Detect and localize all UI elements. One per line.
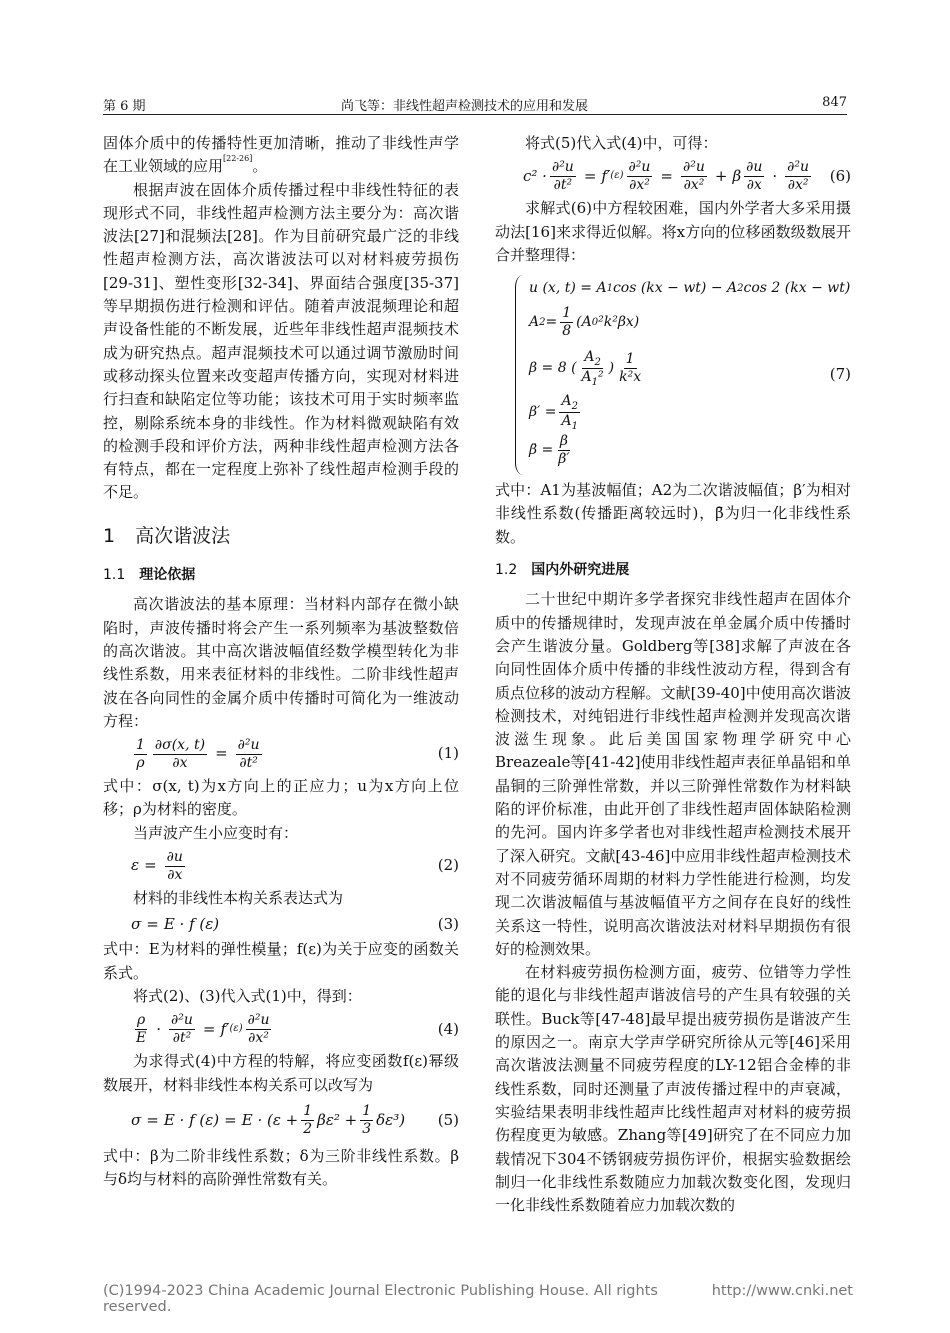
paragraph: 二十世纪中期许多学者探究非线性超声在固体介质中的传播规律时，发现声波在单金属介质中传播时会产生谐波分量。Goldberg等[38]求解了声波在各向同性固体介质中传播的非线性波动方程，得到含有质点位移的波动方程解。文献[39-40]中使用高次谐波检测技术，对纯铝进行非线性超声检测并发现高次谐波滋生现象。此后美国国家物理学研究中心Breazeale等[41-42]使用非线性超声表征单晶铝和单晶铜的三阶弹性常数，并以三阶弹性常数作为材料缺陷的评价标准，由此开创了非线性超声固体缺陷检测的先河。国内许多学者也对非线性超声检测技术展开了深入研究。文献[43-46]中应用非线性超声检测技术对不同疲劳循环周期的材料力学性能进行检测，均发现二次谐波幅值与基波幅值平方之间存在良好的线性关系这一特性，说明高次谐波法对材料早期损伤有很好的检测效果。 bbox=[495, 590, 851, 958]
section-heading: 1 高次谐波法 bbox=[103, 524, 231, 547]
equation-7: u (x, t) = A 1 cos (kx − wt) − A 2 cos 2 (kx − wt) A 2 = $\frac{1}{8}$ (A 0 ²k²βx) β = 8 ( $\frac{A_2}{A_1^2}$ ) $\frac{1}{\text{k²x}}$ β′ = $\frac{A_2}{A_1}$ β̄ = $\frac{\beta}{\beta'}$ (7) bbox=[495, 275, 851, 475]
paragraph: 将式(5)代入式(4)中，可得： bbox=[525, 134, 718, 152]
paragraph: 根据声波在固体介质传播过程中非线性特征的表现形式不同，非线性超声检测方法主要分为：高次谐波法[27]和混频法[28]。作为目前研究最广泛的非线性超声检测方法，高次谐波法可以对材料疲劳损伤[29-31]、塑性变形[32-34]、界面结合强度[35-37]等早期损伤进行检测和评估。随着声波混频理论和超声设备性能的不断发展，近些年非线性超声混频技术成为研究热点。超声混频技术可以通过调节激励时间或移动探头位置来改变超声传播方向，实现对材料进行扫查和缺陷定位等功能；该技术可用于实时频率监控，剔除系统本身的非线性。作为材料微观缺陷有效的检测手段和评价方法，两种非线性超声检测方法各有特点，都在一定程度上弥补了线性超声检测手段的不足。 bbox=[103, 180, 459, 502]
paragraph: 当声波产生小应变时有： bbox=[133, 823, 299, 842]
paragraph: 式中：A1为基波幅值；A2为二次谐波幅值；β′为相对非线性系数(传播距离较远时)，β̄为归一化非线性系数。 bbox=[495, 481, 851, 546]
paragraph: 高次谐波法的基本原理：当材料内部存在微小缺陷时，声波传播时将会产生一系列频率为基波整数倍的高次谐波。其中高次谐波幅值经数学模型转化为非线性系数，用来表征材料的非线性。二阶非线性超声波在各向同性的金属介质中传播时可简化为一维波动方程： bbox=[103, 595, 459, 730]
running-title: 尚飞等：非线性超声检测技术的应用和发展 bbox=[341, 99, 589, 114]
website-link[interactable]: http://www.cnki.net bbox=[711, 1283, 853, 1299]
equation-5: σ = E · f (ε) = E · (ε + $\frac{1}{2}$ βε² + $\frac{1}{3}$ δε³) (5) bbox=[131, 1103, 459, 1138]
copyright-footer bbox=[103, 1283, 853, 1315]
subsection-heading: 1.2 国内外研究进展 bbox=[495, 562, 630, 579]
paragraph: 求解式(6)中方程较困难，国内外学者大多采用摄动法[16]来求得近似解。将x方向的位移函数级数展开合并整理得： bbox=[495, 199, 851, 264]
equation-1: $\frac{1}{\rho}$ $\frac{\partial\sigma(x, t)}{\partial x}$ = $\frac{\text{∂²u}}{\text{∂t²}}$ (1) bbox=[136, 736, 459, 771]
left-column bbox=[103, 132, 459, 1191]
subsection-heading: 1.1 理论依据 bbox=[103, 567, 196, 584]
paragraph: 在材料疲劳损伤检测方面，疲劳、位错等力学性能的退化与非线性超声谐波信号的产生具有较强的关联性。Buck等[47-48]最早提出疲劳损伤是谐波产生的原因之一。南京大学声学研究所徐从元等[46]采用高次谐波法测量不同疲劳程度的LY-12铝合金棒的非线性系数，同时还测量了声波传播过程中的声衰减，实验结果表明非线性超声比线性超声对材料的疲劳损伤程度更为敏感。Zhang等[49]研究了在不同应力加载情况下304不锈钢疲劳损伤评价，根据实验数据绘制归一化非线性系数随应力加载次数变化图，发现归一化非线性系数随着应力加载次数的 bbox=[495, 963, 851, 1215]
paragraph: 固体介质中的传播特性更加清晰，推动了非线性声学在工业领域的应用[22-26]。 bbox=[103, 134, 459, 176]
equation-3: σ = E · f (ε) (3) bbox=[131, 914, 459, 933]
paragraph: 为求得式(4)中方程的特解，将应变函数f(ε)幂级数展开，材料非线性本构关系可以改写为 bbox=[103, 1052, 459, 1094]
paragraph: 材料的非线性本构关系表达式为 bbox=[133, 889, 344, 908]
equation-4: $\frac{\rho}{E}$ · $\frac{\text{∂²u}}{\text{∂t²}}$ = f′ (ε) $\frac{\text{∂²u}}{\text{∂x²}}$ (4) bbox=[136, 1011, 459, 1046]
right-column bbox=[495, 132, 851, 1217]
page-number: 847 bbox=[822, 95, 847, 110]
paragraph: 式中：σ(x, t)为x方向上的正应力；u为x方向上位移；ρ为材料的密度。 bbox=[103, 777, 459, 819]
running-header bbox=[103, 92, 847, 115]
issue-label: 第 6 期 bbox=[103, 99, 146, 114]
paragraph: 式中：β为二阶非线性系数；δ为三阶非线性系数。β与δ均与材料的高阶弹性常数有关。 bbox=[103, 1146, 459, 1189]
paragraph: 将式(2)、(3)代入式(1)中，得到： bbox=[133, 986, 362, 1005]
equation-2: ε = $\frac{\partial u}{\partial x}$ (2) bbox=[131, 848, 459, 883]
equation-6: c² · $\frac{\text{∂²u}}{\text{∂t²}}$ = f′ (ε) $\frac{\text{∂²u}}{\text{∂x²}}$ = $\frac{\text{∂²u}}{\text{∂x²}}$ + β $\frac{\partial u}{\partial x}$ · $\frac{\text{∂²u}}{\text{∂x²}}$ (6) bbox=[523, 158, 851, 193]
paragraph: 式中：E为材料的弹性模量；f(ε)为关于应变的函数关系式。 bbox=[103, 940, 459, 982]
copyright-text: (C)1994-2023 China Academic Journal Electronic Publishing House. All rights reserved. bbox=[103, 1283, 658, 1315]
